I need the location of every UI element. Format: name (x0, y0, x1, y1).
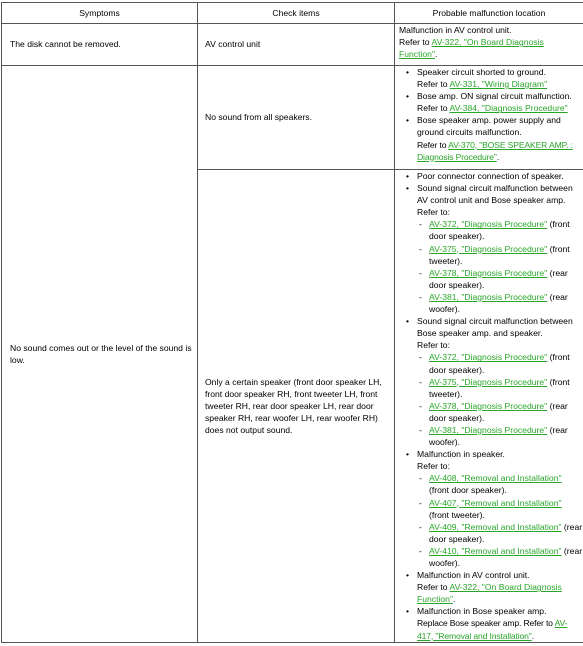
header-probable-location: Probable malfunction location (395, 3, 583, 24)
av-375-link[interactable]: AV-375, "Diagnosis Procedure" (429, 243, 548, 254)
table-row (2, 66, 583, 170)
location-text: Malfunction in AV control unit. (399, 25, 512, 35)
av-381-link[interactable]: AV-381, "Diagnosis Procedure" (429, 424, 548, 435)
header-row (2, 3, 583, 24)
header-check-items: Check items (198, 3, 395, 24)
location-cell (395, 24, 583, 66)
av-384-link[interactable]: AV-384, "Diagnosis Procedure" (449, 103, 568, 114)
av-322-link[interactable]: AV-322, "On Board Diagnosis Function" (399, 37, 544, 60)
av-378-link[interactable]: AV-378, "Diagnosis Procedure" (429, 267, 548, 278)
list-item: • Malfunction in AV control unit. (405, 569, 583, 581)
location-cell: • Poor connector connection of speaker. • Sound signal circuit malfunction between AV control unit and Bose speaker amp. Refer to: - AV-372, "Diagnosis Procedure" (front door speaker). - AV-375, "Diagnosis Procedure" (front tweeter). - AV-378, "Diagnosis Procedure" (rear door speaker). - AV-381, "Diagnosis Procedure" (rear woofer). • Sound signal circuit malfunction between Bose speaker amp. and speaker. Refer to: - AV-372, "Diagnosis Procedure" (front door speaker). - AV-375, "Diagnosis Procedure" (front tweeter). - AV-378, "Diagnosis Procedure" (rear door speaker). - AV-381, "Diagnosis Procedure" (rear woofer). • Malfunction in speaker. Refer to: - AV-408, "Removal and Installation" (front door speaker). - AV-407, "Removal and Installation" (front tweeter). - AV-409, "Removal and Installation" (rear door speaker). - AV-410, "Removal and Installation" (rear woofer). • Malfunction in AV control unit. Refer to AV-322, "On Board Diagnosis Function". • Malfunction in Bose speaker amp. Replace Bose speaker amp. Refer to AV-417, "Removal and Installation". (395, 170, 583, 643)
link-group: - AV-408, "Removal and Installation" (front door speaker). - AV-407, "Removal and Installation" (front tweeter). - AV-409, "Removal and Installation" (rear door speaker). - AV-410, "Removal and Installation" (rear woofer). (405, 472, 583, 569)
location-cell: • Speaker circuit shorted to ground. Refer to AV-331, "Wiring Diagram" • Bose amp. ON signal circuit malfunction. Refer to AV-384, "Diagnosis Procedure" • Bose speaker amp. power supply and ground circuits malfunction. Refer to AV-370, "BOSE SPEAKER AMP. : Diagnosis Procedure". (395, 66, 583, 170)
check-item-cell: AV control unit (198, 24, 395, 66)
list-item: • Sound signal circuit malfunction between AV control unit and Bose speaker amp. (405, 182, 583, 206)
check-item-cell: No sound from all speakers. (198, 66, 395, 170)
list-item: • Malfunction in speaker. (405, 448, 583, 460)
av-407-link[interactable]: AV-407, "Removal and Installation" (429, 497, 562, 508)
link-group: - AV-372, "Diagnosis Procedure" (front door speaker). - AV-375, "Diagnosis Procedure" (front tweeter). - AV-378, "Diagnosis Procedure" (rear door speaker). - AV-381, "Diagnosis Procedure" (rear woofer). (405, 218, 583, 315)
list-item: • Bose speaker amp. power supply and ground circuits malfunction. (405, 114, 583, 138)
av-417-link[interactable]: AV-417, "Removal and Installation" (417, 618, 568, 641)
av-322-link[interactable]: AV-322, "On Board Diagnosis Function" (417, 582, 562, 605)
table-row (2, 24, 583, 66)
header-symptoms: Symptoms (2, 3, 198, 24)
list-item: • Bose amp. ON signal circuit malfunction. (405, 90, 583, 102)
malfunction-table (1, 2, 583, 643)
av-408-link[interactable]: AV-408, "Removal and Installation" (429, 473, 562, 484)
av-370-link[interactable]: AV-370, "BOSE SPEAKER AMP. : Diagnosis Procedure" (417, 139, 573, 162)
list-item: • Sound signal circuit malfunction between Bose speaker amp. and speaker. (405, 315, 583, 339)
av-381-link[interactable]: AV-381, "Diagnosis Procedure" (429, 291, 548, 302)
location-refer: Refer to AV-322, "On Board Diagnosis Function". (399, 37, 544, 60)
av-410-link[interactable]: AV-410, "Removal and Installation" (429, 545, 562, 556)
symptom-cell: No sound comes out or the level of the sound is low. (2, 66, 198, 643)
link-group: - AV-372, "Diagnosis Procedure" (front door speaker). - AV-375, "Diagnosis Procedure" (front tweeter). - AV-378, "Diagnosis Procedure" (rear door speaker). - AV-381, "Diagnosis Procedure" (rear woofer). (405, 351, 583, 448)
av-378-link[interactable]: AV-378, "Diagnosis Procedure" (429, 400, 548, 411)
list-item: • Speaker circuit shorted to ground. (405, 66, 583, 78)
av-331-link[interactable]: AV-331, "Wiring Diagram" (449, 79, 548, 90)
list-item: • Malfunction in Bose speaker amp. (405, 605, 583, 617)
av-372-link[interactable]: AV-372, "Diagnosis Procedure" (429, 219, 548, 230)
check-item-cell: Only a certain speaker (front door speaker LH, front door speaker RH, front tweeter LH, front tweeter RH, rear door speaker LH, rear door speaker RH, rear woofer LH, rear woofer RH) does not output sound. (198, 170, 395, 643)
symptom-cell: The disk cannot be removed. (2, 24, 198, 66)
av-372-link[interactable]: AV-372, "Diagnosis Procedure" (429, 352, 548, 363)
av-409-link[interactable]: AV-409, "Removal and Installation" (429, 521, 562, 532)
list-item: • Poor connector connection of speaker. (405, 170, 583, 182)
av-375-link[interactable]: AV-375, "Diagnosis Procedure" (429, 376, 548, 387)
